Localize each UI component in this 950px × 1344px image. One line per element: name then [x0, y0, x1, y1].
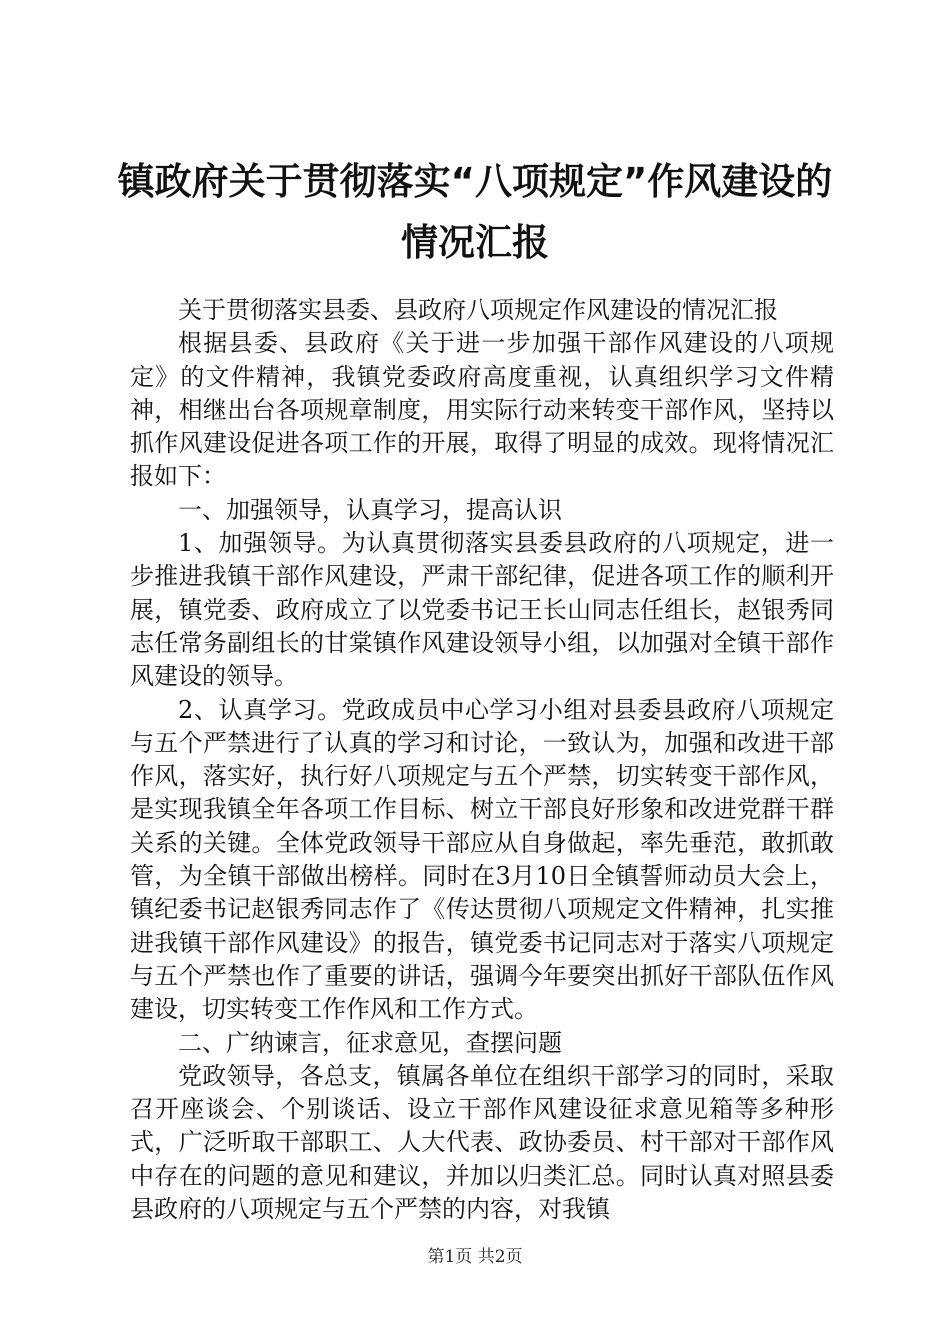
subtitle-paragraph: 关于贯彻落实县委、县政府八项规定作风建设的情况汇报: [178, 296, 778, 324]
page-number-footer: 第1页 共2页: [427, 1247, 523, 1267]
body-paragraph: 党政领导，各总支，镇属各单位在组织干部学习的同时，采取召开座谈会、个别谈话、设立干部作风建设征求意见箱等多种形式，广泛听取干部职工、人大代表、政协委员、村干部对干部作风中存在的问题的意见和建议，并加以归类汇总。同时认真对照县委县政府的八项规定与五个严禁的内容，对我镇: [130, 1061, 834, 1224]
body-paragraph: 1、加强领导。为认真贯彻落实县委县政府的八项规定，进一步推进我镇干部作风建设，严肃干部纪律，促进各项工作的顺利开展，镇党委、政府成立了以党委书记王长山同志任组长，赵银秀同志任常务副组长的甘棠镇作风建设领导小组，以加强对全镇干部作风建设的领导。: [130, 529, 834, 691]
intro-paragraph: 根据县委、县政府《关于进一步加强干部作风建设的八项规定》的文件精神，我镇党委政府高度重视，认真组织学习文件精神，相继出台各项规章制度，用实际行动来转变干部作风，坚持以抓作风建设促进各项工作的开展，取得了明显的成效。现将情况汇报如下：: [130, 329, 834, 491]
document-body: [130, 294, 834, 1226]
body-paragraph: 2、认真学习。党政成员中心学习小组对县委县政府八项规定与五个严禁进行了认真的学习和讨论，一致认为，加强和改进干部作风，落实好，执行好八项规定与五个严禁，切实转变干部作风，是实现我镇全年各项工作目标、树立干部良好形象和改进党群干群关系的关键。全体党政领导干部应从自身做起，率先垂范，敢抓敢管，为全镇干部做出榜样。同时在3月10日全镇誓师动员大会上，镇纪委书记赵银秀同志作了《传达贯彻八项规定文件精神，扎实推进我镇干部作风建设》的报告，镇党委书记同志对于落实八项规定与五个严禁也作了重要的讲话，强调今年要突出抓好干部队伍作风建设，切实转变工作作风和工作方式。: [130, 695, 834, 1024]
section-heading-2: 二、广纳谏言，征求意见，查摆问题: [178, 1028, 562, 1057]
section-heading-1: 一、加强领导，认真学习，提高认识: [178, 495, 562, 524]
document-title-line2: 情况汇报: [401, 221, 549, 264]
document-title-line1: 镇政府关于贯彻落实“八项规定”作风建设的: [117, 160, 833, 203]
